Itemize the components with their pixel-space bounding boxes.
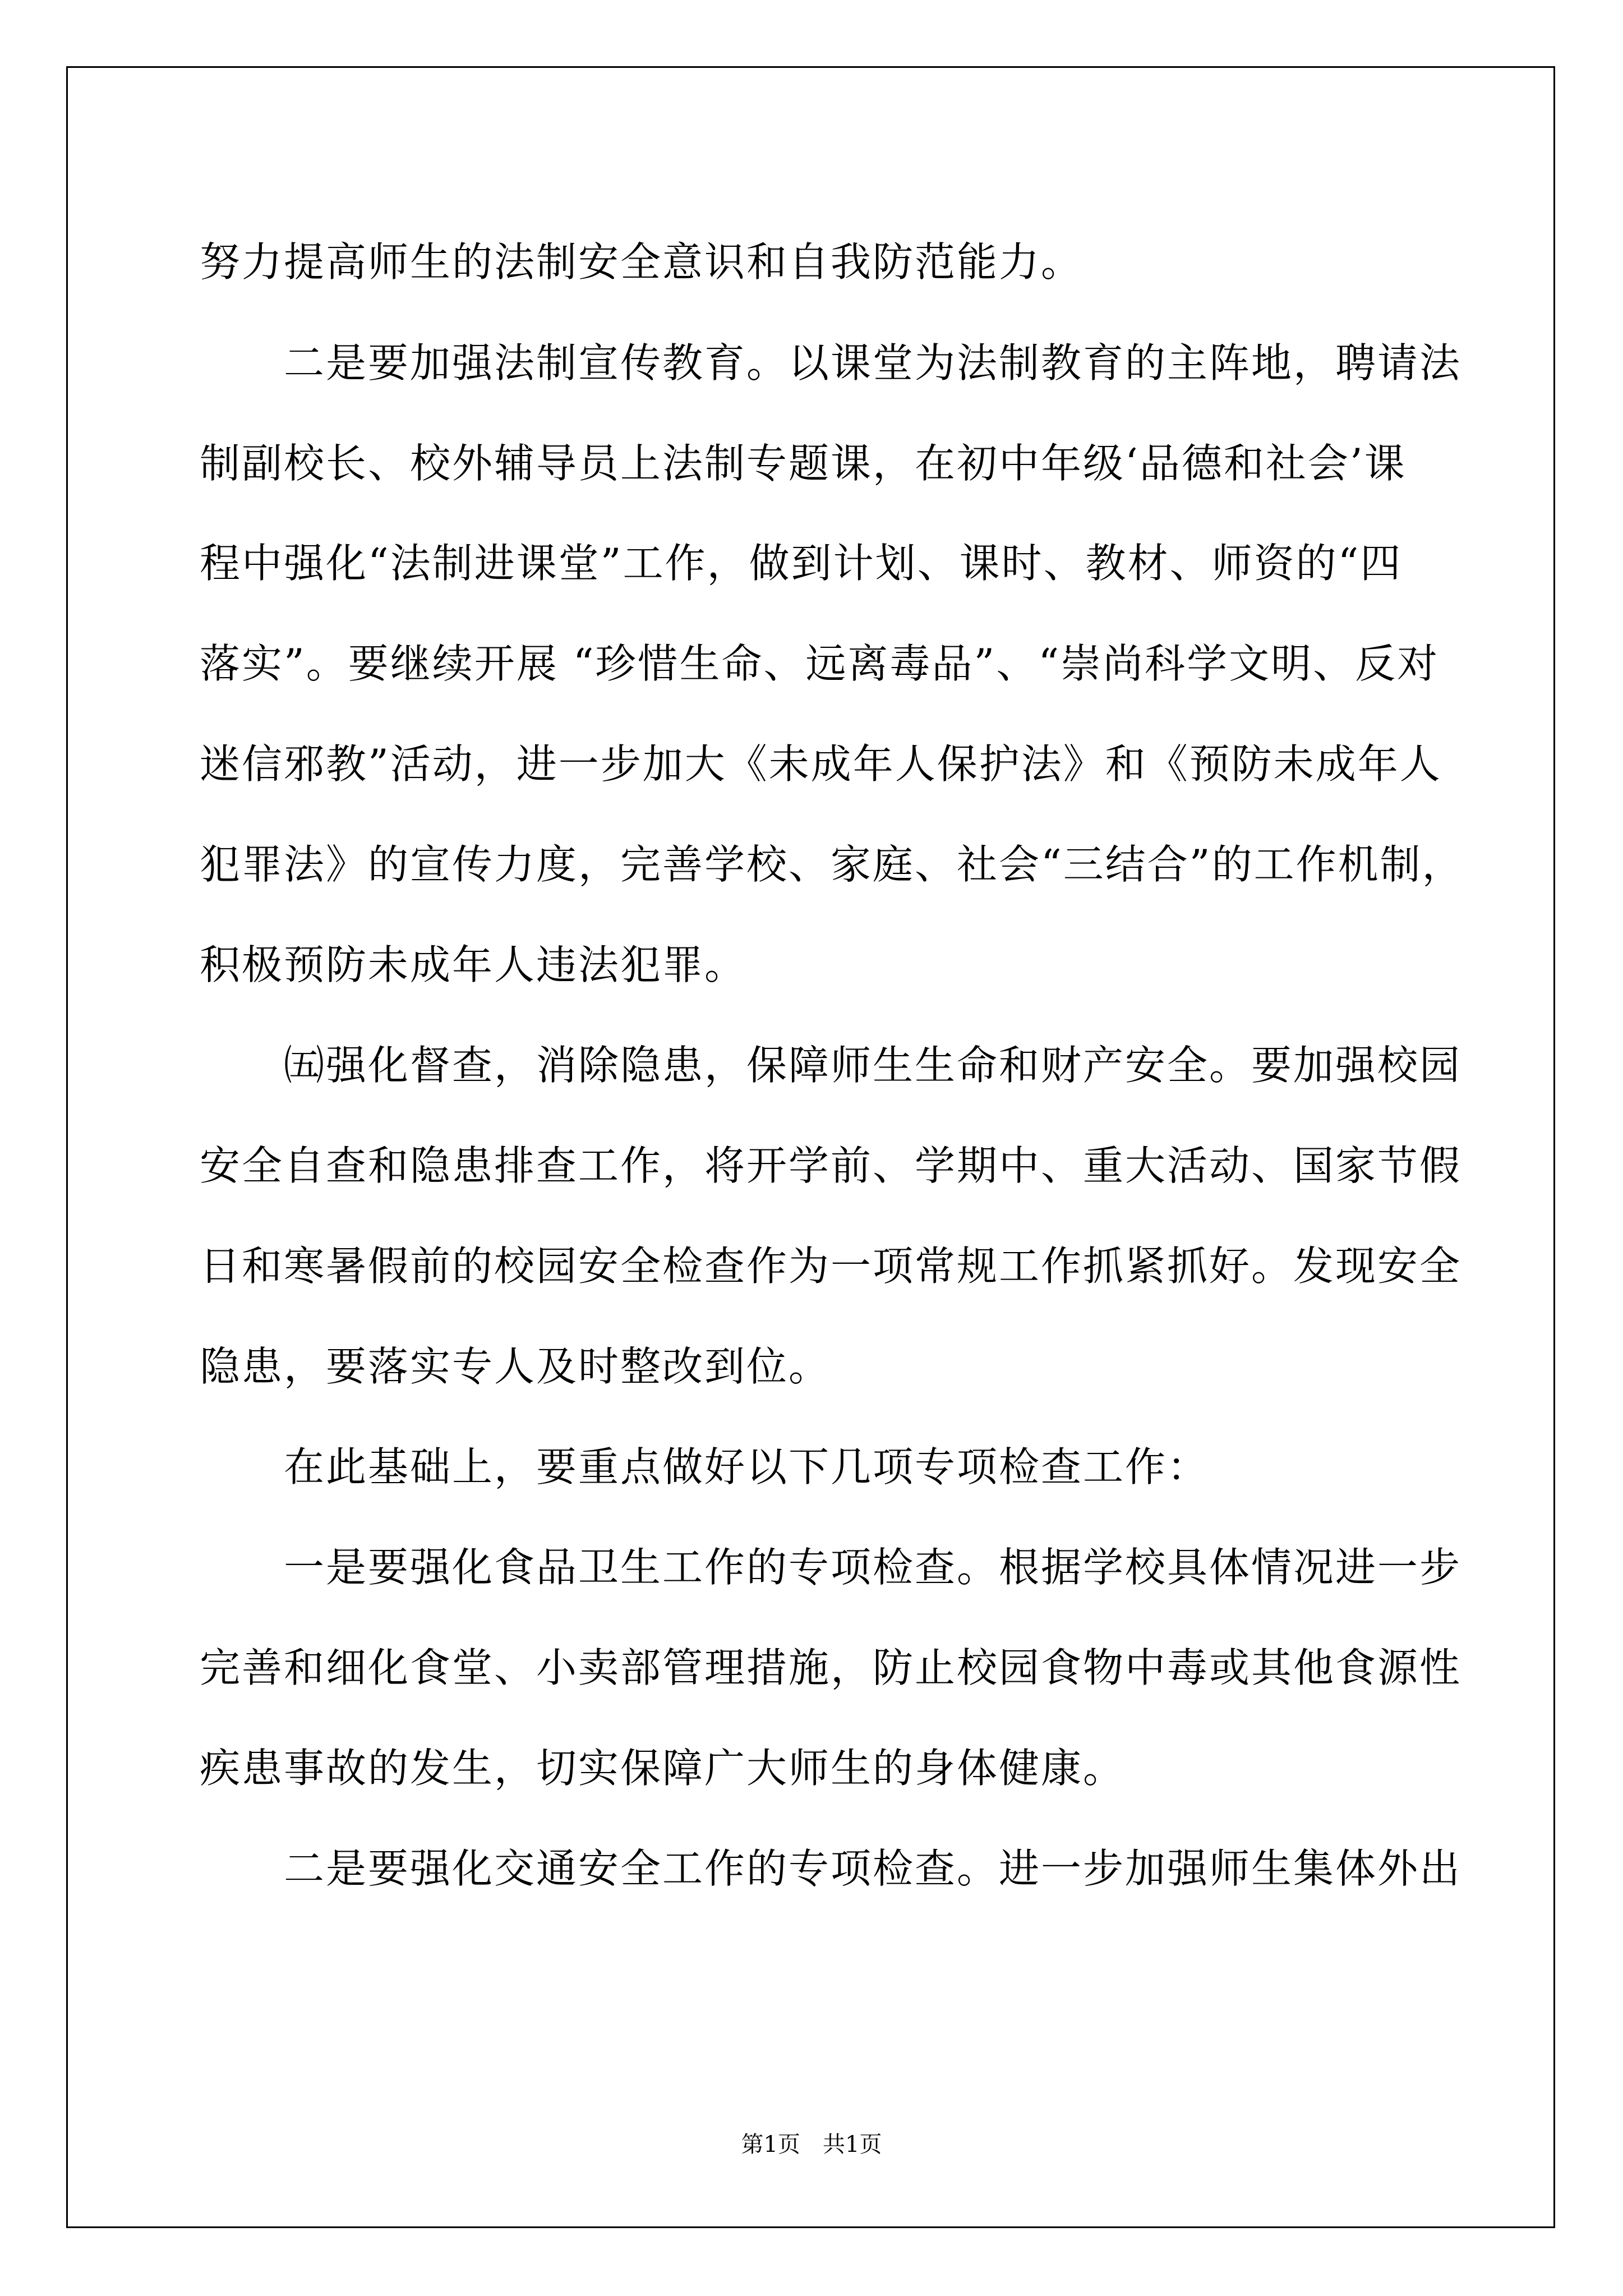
text-line: 制副校长、校外辅导员上法制专题课，在初中年级‘品德和社会’课 — [200, 440, 1407, 487]
text-line: 努力提高师生的法制安全意识和自我防范能力。 — [200, 238, 1083, 286]
text-line: 日和寒暑假前的校园安全检查作为一项常规工作抓紧抓好。发现安全 — [200, 1243, 1462, 1290]
text-line: 落实”。要继续开展 “珍惜生命、远离毒品”、“崇尚科学文明、反对 — [200, 640, 1440, 687]
text-line: ㈤强化督查，消除隐患，保障师生生命和财产安全。要加强校园 — [200, 1042, 1462, 1089]
text-line: 犯罪法》的宣传力度，完善学校、家庭、社会“三结合”的工作机制， — [200, 841, 1464, 888]
text-line: 一是要强化食品卫生工作的专项检查。根据学校具体情况进一步 — [200, 1544, 1462, 1591]
text-line: 疾患事故的发生，切实保障广大师生的身体健康。 — [200, 1745, 1126, 1792]
text-line: 在此基础上，要重点做好以下几项专项检查工作： — [200, 1443, 1210, 1490]
text-line: 安全自查和隐患排查工作，将开学前、学期中、重大活动、国家节假 — [200, 1142, 1462, 1189]
text-line: 二是要强化交通安全工作的专项检查。进一步加强师生集体外出 — [200, 1845, 1462, 1892]
text-line: 积极预防未成年人违法犯罪。 — [200, 941, 747, 988]
text-line: 迷信邪教”活动，进一步加大《未成年人保护法》和《预防未成年人 — [200, 740, 1442, 788]
text-line: 程中强化“法制进课堂”工作，做到计划、课时、教材、师资的“四 — [200, 540, 1403, 587]
text-line: 二是要加强法制宣传教育。以课堂为法制教育的主阵地，聘请法 — [200, 339, 1462, 386]
page-number: 第1页 共1页 — [741, 2132, 882, 2157]
text-line: 隐患，要落实专人及时整改到位。 — [200, 1343, 831, 1390]
text-line: 完善和细化食堂、小卖部管理措施，防止校园食物中毒或其他食源性 — [200, 1644, 1462, 1691]
